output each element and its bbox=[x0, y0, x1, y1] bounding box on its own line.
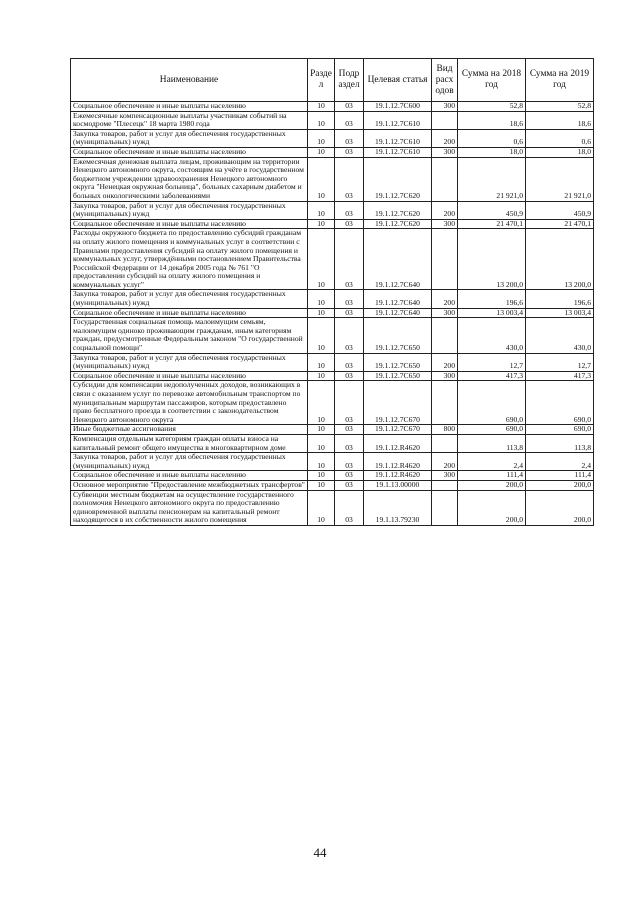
row-sum-2018: 12,7 bbox=[458, 353, 526, 371]
row-expense-type bbox=[432, 434, 458, 452]
row-subsection: 03 bbox=[335, 453, 364, 471]
row-sum-2019: 690,0 bbox=[526, 425, 594, 435]
row-name: Субсидии для компенсации недополученных доходов, возникающих в связи с оказанием услуг по перевозке автомобильным транспортом по муниципальным маршрутам пассажиров, которым предоставлено право бесплатного проезда в соответствии с законодательством Ненецкого автономного округа bbox=[71, 381, 308, 425]
row-target: 19.1.12.R4620 bbox=[364, 471, 432, 481]
table-row bbox=[71, 381, 594, 425]
row-name: Расходы окружного бюджета по предоставлению субсидий гражданам на оплату жилого помещения и коммунальных услуг в соответствии с Правилами предоставления субсидий на оплату жилого помещения и коммунальных услуг, утверждёнными постановлением Правительства Российской Федерации от 14 декабря 2005 года № 761 "О предоставлении субсидий на оплату жилого помещения и коммунальных услуг" bbox=[71, 229, 308, 290]
row-subsection: 03 bbox=[335, 111, 364, 129]
row-name: Закупка товаров, работ и услуг для обеспечения государственных (муниципальных) нужд bbox=[71, 453, 308, 471]
budget-table bbox=[70, 58, 594, 526]
table-row bbox=[71, 201, 594, 219]
row-target: 19.1.12.R4620 bbox=[364, 453, 432, 471]
table-row bbox=[71, 129, 594, 147]
row-sum-2019: 21 470,1 bbox=[526, 219, 594, 229]
header-section: Разде л bbox=[308, 59, 335, 102]
table-row bbox=[71, 290, 594, 308]
row-name: Иные бюджетные ассигнования bbox=[71, 425, 308, 435]
row-target: 19.1.12.7С670 bbox=[364, 425, 432, 435]
row-sum-2018: 13 200,0 bbox=[458, 229, 526, 290]
row-expense-type: 300 bbox=[432, 308, 458, 318]
row-name: Закупка товаров, работ и услуг для обеспечения государственных (муниципальных) нужд bbox=[71, 129, 308, 147]
table-row bbox=[71, 453, 594, 471]
row-expense-type bbox=[432, 157, 458, 201]
row-expense-type bbox=[432, 111, 458, 129]
row-subsection: 03 bbox=[335, 157, 364, 201]
row-expense-type: 300 bbox=[432, 147, 458, 157]
row-section: 10 bbox=[308, 425, 335, 435]
row-subsection: 03 bbox=[335, 308, 364, 318]
header-expense-type: Вид расх одов bbox=[432, 59, 458, 102]
row-section: 10 bbox=[308, 111, 335, 129]
row-sum-2019: 18,6 bbox=[526, 111, 594, 129]
row-expense-type: 300 bbox=[432, 219, 458, 229]
table-row bbox=[71, 480, 594, 490]
page-number: 44 bbox=[313, 845, 327, 860]
table-body bbox=[71, 102, 594, 526]
row-target: 19.1.12.7С650 bbox=[364, 318, 432, 353]
row-target: 19.1.12.7С650 bbox=[364, 353, 432, 371]
table-row bbox=[71, 102, 594, 112]
row-name: Социальное обеспечение и иные выплаты населению bbox=[71, 102, 308, 112]
row-expense-type: 200 bbox=[432, 201, 458, 219]
row-name: Компенсация отдельным категориям граждан оплаты взноса на капитальный ремонт общего имущества в многоквартирном доме bbox=[71, 434, 308, 452]
row-name: Социальное обеспечение и иные выплаты населению bbox=[71, 219, 308, 229]
table-row bbox=[71, 490, 594, 525]
row-subsection: 03 bbox=[335, 147, 364, 157]
row-subsection: 03 bbox=[335, 480, 364, 490]
table-row bbox=[71, 471, 594, 481]
row-subsection: 03 bbox=[335, 425, 364, 435]
row-target: 19.1.12.7С610 bbox=[364, 147, 432, 157]
table-row bbox=[71, 229, 594, 290]
row-sum-2019: 12,7 bbox=[526, 353, 594, 371]
header-name: Наименование bbox=[71, 59, 308, 102]
row-subsection: 03 bbox=[335, 102, 364, 112]
row-section: 10 bbox=[308, 353, 335, 371]
row-target: 19.1.12.7С640 bbox=[364, 308, 432, 318]
row-sum-2019: 13 003,4 bbox=[526, 308, 594, 318]
row-expense-type: 300 bbox=[432, 102, 458, 112]
row-name: Ежемесячная денежная выплата лицам, проживающим на территории Ненецкого автономного округа, состоящим на учёте в государственном бюджетном учреждении здравоохранения Ненецкого автономного округа "Ненецкая окружная больница", больных сахарным диабетом и больных онкологическими заболеваниями bbox=[71, 157, 308, 201]
row-sum-2018: 430,0 bbox=[458, 318, 526, 353]
row-sum-2019: 111,4 bbox=[526, 471, 594, 481]
row-subsection: 03 bbox=[335, 201, 364, 219]
row-sum-2019: 430,0 bbox=[526, 318, 594, 353]
row-name: Социальное обеспечение и иные выплаты населению bbox=[71, 308, 308, 318]
row-expense-type bbox=[432, 229, 458, 290]
row-section: 10 bbox=[308, 229, 335, 290]
row-section: 10 bbox=[308, 290, 335, 308]
row-expense-type: 200 bbox=[432, 290, 458, 308]
row-section: 10 bbox=[308, 471, 335, 481]
row-target: 19.1.12.7С610 bbox=[364, 111, 432, 129]
row-section: 10 bbox=[308, 490, 335, 525]
row-target: 19.1.12.7С640 bbox=[364, 229, 432, 290]
row-subsection: 03 bbox=[335, 318, 364, 353]
row-expense-type: 300 bbox=[432, 371, 458, 381]
header-subsection: Подр аздел bbox=[335, 59, 364, 102]
row-sum-2019: 200,0 bbox=[526, 490, 594, 525]
row-sum-2019: 2,4 bbox=[526, 453, 594, 471]
row-expense-type bbox=[432, 490, 458, 525]
row-subsection: 03 bbox=[335, 353, 364, 371]
row-sum-2019: 196,6 bbox=[526, 290, 594, 308]
row-subsection: 03 bbox=[335, 471, 364, 481]
row-sum-2018: 196,6 bbox=[458, 290, 526, 308]
row-sum-2018: 52,8 bbox=[458, 102, 526, 112]
row-target: 19.1.12.7С640 bbox=[364, 290, 432, 308]
row-section: 10 bbox=[308, 219, 335, 229]
row-subsection: 03 bbox=[335, 381, 364, 425]
row-sum-2019: 113,8 bbox=[526, 434, 594, 452]
row-name: Социальное обеспечение и иные выплаты населению bbox=[71, 147, 308, 157]
row-name: Государственная социальная помощь малоимущим семьям, малоимущим одиноко проживающим гражданам, иным категориям граждан, предусмотренные Федеральным законом "О государственной социальной помощи" bbox=[71, 318, 308, 353]
row-expense-type: 800 bbox=[432, 425, 458, 435]
row-target: 19.1.12.7С620 bbox=[364, 201, 432, 219]
header-target: Целевая статья bbox=[364, 59, 432, 102]
row-sum-2019: 200,0 bbox=[526, 480, 594, 490]
budget-table-sheet bbox=[70, 58, 593, 526]
row-section: 10 bbox=[308, 102, 335, 112]
row-target: 19.1.12.7С600 bbox=[364, 102, 432, 112]
row-expense-type: 300 bbox=[432, 471, 458, 481]
row-name: Закупка товаров, работ и услуг для обеспечения государственных (муниципальных) нужд bbox=[71, 201, 308, 219]
row-sum-2018: 111,4 bbox=[458, 471, 526, 481]
row-expense-type bbox=[432, 318, 458, 353]
row-target: 19.1.12.R4620 bbox=[364, 434, 432, 452]
row-sum-2018: 113,8 bbox=[458, 434, 526, 452]
header-sum-2019: Сумма на 2019 год bbox=[526, 59, 594, 102]
row-expense-type: 200 bbox=[432, 453, 458, 471]
row-section: 10 bbox=[308, 381, 335, 425]
table-header-row bbox=[71, 59, 594, 102]
row-sum-2018: 18,0 bbox=[458, 147, 526, 157]
table-row bbox=[71, 157, 594, 201]
row-target: 19.1.12.7С620 bbox=[364, 219, 432, 229]
row-expense-type bbox=[432, 480, 458, 490]
row-subsection: 03 bbox=[335, 290, 364, 308]
row-target: 19.1.12.7С610 bbox=[364, 129, 432, 147]
row-name: Закупка товаров, работ и услуг для обеспечения государственных (муниципальных) нужд bbox=[71, 353, 308, 371]
row-section: 10 bbox=[308, 318, 335, 353]
row-expense-type bbox=[432, 381, 458, 425]
row-subsection: 03 bbox=[335, 129, 364, 147]
row-section: 10 bbox=[308, 434, 335, 452]
row-sum-2018: 450,9 bbox=[458, 201, 526, 219]
row-subsection: 03 bbox=[335, 434, 364, 452]
row-sum-2019: 450,9 bbox=[526, 201, 594, 219]
row-sum-2018: 13 003,4 bbox=[458, 308, 526, 318]
row-sum-2018: 2,4 bbox=[458, 453, 526, 471]
header-sum-2018: Сумма на 2018 год bbox=[458, 59, 526, 102]
table-row bbox=[71, 111, 594, 129]
row-sum-2018: 690,0 bbox=[458, 425, 526, 435]
row-sum-2018: 18,6 bbox=[458, 111, 526, 129]
row-sum-2018: 690,0 bbox=[458, 381, 526, 425]
table-row bbox=[71, 353, 594, 371]
row-sum-2019: 21 921,0 bbox=[526, 157, 594, 201]
row-subsection: 03 bbox=[335, 490, 364, 525]
row-section: 10 bbox=[308, 201, 335, 219]
row-sum-2018: 200,0 bbox=[458, 490, 526, 525]
row-target: 19.1.13.00000 bbox=[364, 480, 432, 490]
row-sum-2019: 690,0 bbox=[526, 381, 594, 425]
row-sum-2018: 21 470,1 bbox=[458, 219, 526, 229]
row-expense-type: 200 bbox=[432, 353, 458, 371]
row-name: Социальное обеспечение и иные выплаты населению bbox=[71, 371, 308, 381]
table-row bbox=[71, 147, 594, 157]
row-sum-2019: 52,8 bbox=[526, 102, 594, 112]
row-sum-2019: 417,3 bbox=[526, 371, 594, 381]
table-row bbox=[71, 318, 594, 353]
row-subsection: 03 bbox=[335, 371, 364, 381]
row-target: 19.1.12.7С620 bbox=[364, 157, 432, 201]
row-section: 10 bbox=[308, 371, 335, 381]
row-subsection: 03 bbox=[335, 229, 364, 290]
row-sum-2019: 13 200,0 bbox=[526, 229, 594, 290]
row-sum-2018: 21 921,0 bbox=[458, 157, 526, 201]
row-target: 19.1.12.7С650 bbox=[364, 371, 432, 381]
row-section: 10 bbox=[308, 308, 335, 318]
row-name: Субвенции местным бюджетам на осуществление государственного полномочия Ненецкого автономного округа по предоставлению единовременной выплаты пенсионерам на капитальный ремонт находящегося в их собственности жилого помещения bbox=[71, 490, 308, 525]
row-sum-2018: 0,6 bbox=[458, 129, 526, 147]
row-expense-type: 200 bbox=[432, 129, 458, 147]
row-name: Социальное обеспечение и иные выплаты населению bbox=[71, 471, 308, 481]
row-section: 10 bbox=[308, 480, 335, 490]
row-subsection: 03 bbox=[335, 219, 364, 229]
row-target: 19.1.12.7С670 bbox=[364, 381, 432, 425]
table-row bbox=[71, 434, 594, 452]
row-name: Основное мероприятие "Предоставление межбюджетных трансфертов" bbox=[71, 480, 308, 490]
row-section: 10 bbox=[308, 129, 335, 147]
row-name: Закупка товаров, работ и услуг для обеспечения государственных (муниципальных) нужд bbox=[71, 290, 308, 308]
row-section: 10 bbox=[308, 453, 335, 471]
row-sum-2018: 417,3 bbox=[458, 371, 526, 381]
row-section: 10 bbox=[308, 147, 335, 157]
row-section: 10 bbox=[308, 157, 335, 201]
row-name: Ежемесячные компенсационные выплаты участникам событий на космодроме "Плесецк" 18 марта 1980 года bbox=[71, 111, 308, 129]
row-sum-2019: 0,6 bbox=[526, 129, 594, 147]
row-sum-2019: 18,0 bbox=[526, 147, 594, 157]
row-target: 19.1.13.79230 bbox=[364, 490, 432, 525]
row-sum-2018: 200,0 bbox=[458, 480, 526, 490]
